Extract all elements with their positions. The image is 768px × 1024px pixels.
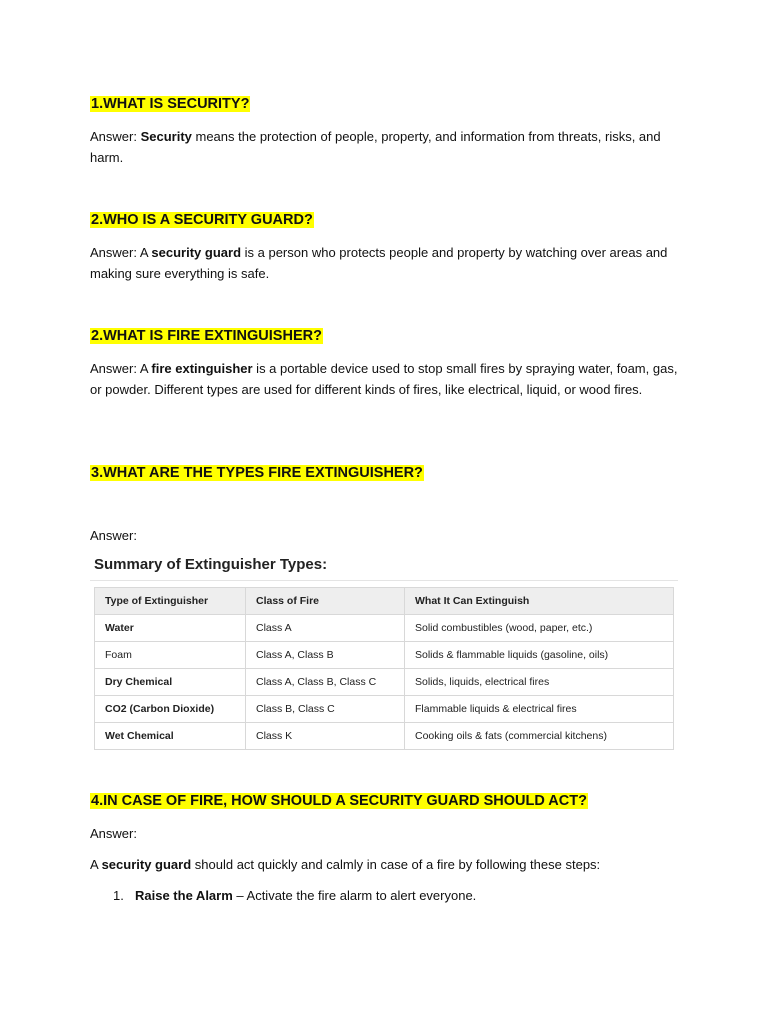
- heading-text: 4.IN CASE OF FIRE, HOW SHOULD A SECURITY GUARD SHOULD ACT?: [91, 793, 587, 809]
- header-class: Class of Fire: [246, 588, 405, 615]
- header-type: Type of Extinguisher: [95, 588, 246, 615]
- cell-extinguish: Solid combustibles (wood, paper, etc.): [405, 615, 674, 642]
- heading-text: 2.WHO IS A SECURITY GUARD?: [91, 212, 313, 228]
- intro-text: should act quickly and calmly in case of a fire by following these steps:: [191, 857, 601, 872]
- answer-security-guard: [90, 243, 690, 284]
- intro-prefix: A: [90, 857, 102, 872]
- heading-what-is-fire-extinguisher: [90, 326, 323, 346]
- cell-class: Class A: [246, 615, 405, 642]
- cell-type: Foam: [95, 642, 246, 669]
- cell-extinguish: Flammable liquids & electrical fires: [405, 696, 674, 723]
- term-security-guard: security guard: [151, 245, 242, 260]
- table-header-row: [95, 588, 674, 615]
- steps-list: [113, 886, 476, 906]
- cell-class: Class B, Class C: [246, 696, 405, 723]
- answer-text: is a portable device used to stop small fires by spraying water, foam, gas, or powder. Different types are used for different kinds of fires, like electrical, liquid, or wood fires.: [90, 361, 678, 397]
- cell-type: CO2 (Carbon Dioxide): [95, 696, 246, 723]
- answer-prefix: Answer: A: [90, 245, 152, 260]
- table-row: [95, 642, 674, 669]
- answer-security: [90, 127, 690, 168]
- term-security-guard: security guard: [101, 857, 192, 872]
- extinguisher-types-table: [94, 587, 674, 750]
- answer-fire-extinguisher: [90, 359, 690, 400]
- answer-text: means the protection of people, property, and information from threats, risks, and harm.: [90, 129, 661, 165]
- step-number: 1.: [113, 888, 124, 903]
- cell-type: Water: [95, 615, 246, 642]
- heading-text: 1.WHAT IS SECURITY?: [91, 96, 250, 112]
- cell-type: Dry Chemical: [95, 669, 246, 696]
- answer-prefix: Answer: A: [90, 361, 152, 376]
- cell-class: Class A, Class B, Class C: [246, 669, 405, 696]
- summary-title: Summary of Extinguisher Types:: [94, 556, 328, 573]
- term-fire-extinguisher: fire extinguisher: [151, 361, 253, 376]
- heading-what-is-security: [90, 94, 250, 114]
- step-title: Raise the Alarm: [135, 888, 233, 903]
- cell-class: Class K: [246, 723, 405, 750]
- table-row: [95, 723, 674, 750]
- answer-label: Answer:: [90, 826, 137, 841]
- summary-divider: [90, 580, 678, 581]
- table-row: [95, 669, 674, 696]
- list-item: [113, 886, 476, 906]
- heading-in-case-of-fire: [90, 791, 588, 811]
- cell-extinguish: Solids, liquids, electrical fires: [405, 669, 674, 696]
- answer-label: Answer:: [90, 528, 137, 543]
- heading-who-is-security-guard: [90, 210, 314, 230]
- answer-text: is a person who protects people and property by watching over areas and making sure everything is safe.: [90, 245, 668, 281]
- table-row: [95, 615, 674, 642]
- cell-extinguish: Cooking oils & fats (commercial kitchens): [405, 723, 674, 750]
- term-security: Security: [140, 129, 192, 144]
- answer-prefix: Answer:: [90, 129, 141, 144]
- cell-type: Wet Chemical: [95, 723, 246, 750]
- table-row: [95, 696, 674, 723]
- cell-extinguish: Solids & flammable liquids (gasoline, oils): [405, 642, 674, 669]
- heading-text: 3.WHAT ARE THE TYPES FIRE EXTINGUISHER?: [91, 465, 423, 481]
- step-text: – Activate the fire alarm to alert everyone.: [232, 888, 477, 903]
- answer-intro: [90, 855, 690, 876]
- cell-class: Class A, Class B: [246, 642, 405, 669]
- heading-types-fire-extinguisher: [90, 463, 424, 483]
- header-extinguish: What It Can Extinguish: [405, 588, 674, 615]
- heading-text: 2.WHAT IS FIRE EXTINGUISHER?: [91, 328, 322, 344]
